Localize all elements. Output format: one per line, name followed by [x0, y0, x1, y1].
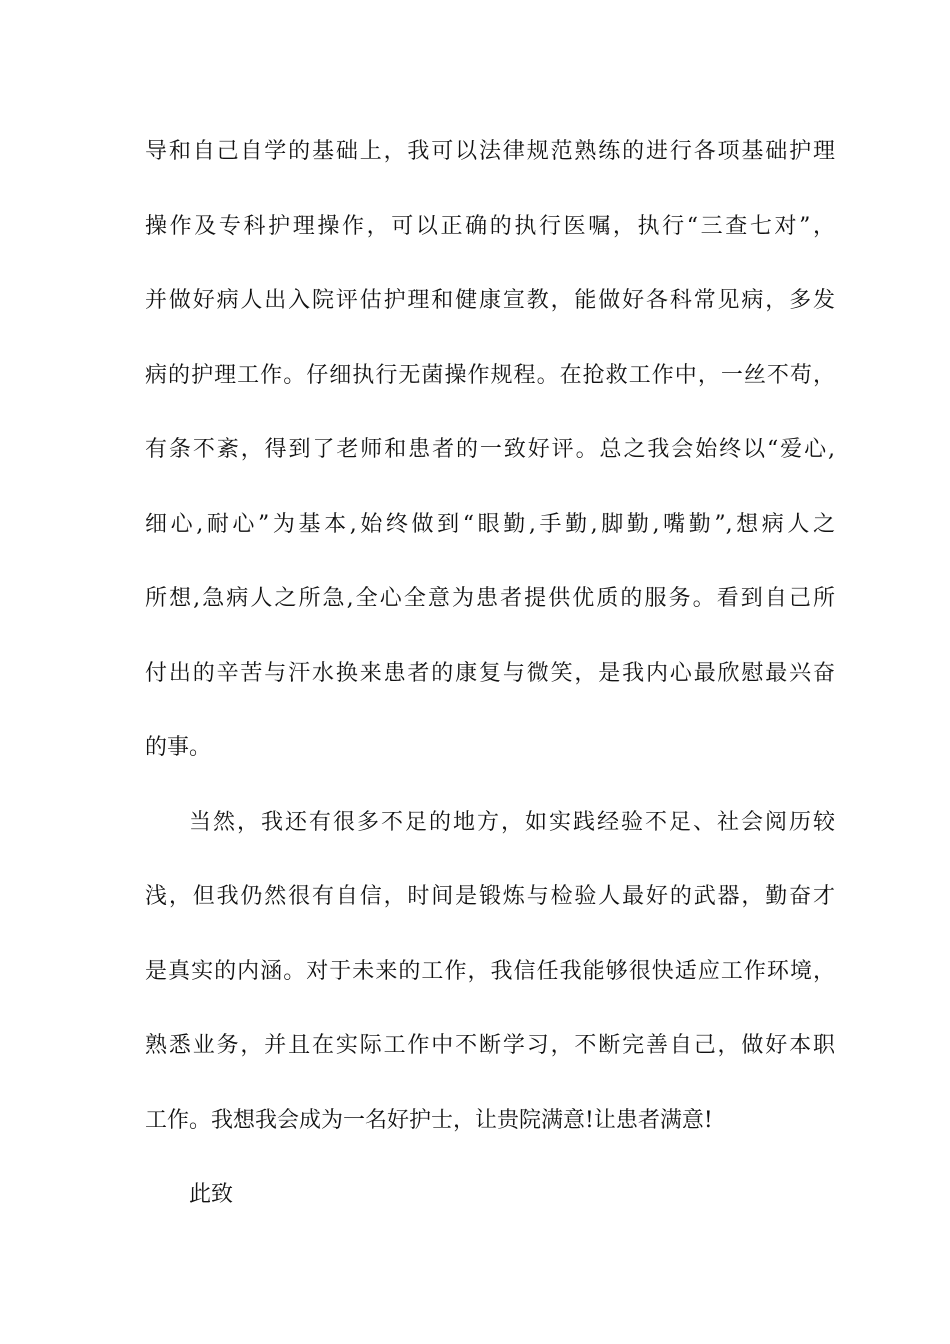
paragraph-line: 工作。我想我会成为一名好护士，让贵院满意!让患者满意! — [145, 1107, 713, 1133]
letter-body — [145, 133, 835, 1251]
closing-salutation: 此致 — [189, 1182, 234, 1207]
paragraph-line: 浅，但我仍然很有自信，时间是锻炼与检验人最好的武器，勤奋才 — [145, 884, 835, 909]
paragraph-line: 的事。 — [145, 735, 212, 760]
paragraph-line: 熟悉业务，并且在实际工作中不断学习，不断完善自己，做好本职 — [145, 1033, 835, 1058]
paragraph-line: 操作及专科护理操作，可以正确的执行医嘱，执行“三查七对”， — [145, 213, 835, 239]
paragraph-line: 导和自己自学的基础上，我可以法律规范熟练的进行各项基础护理 — [145, 139, 835, 164]
paragraph-line: 付出的辛苦与汗水换来患者的康复与微笑，是我内心最欣慰最兴奋 — [145, 660, 835, 686]
paragraph-line: 病的护理工作。仔细执行无菌操作规程。在抢救工作中，一丝不苟， — [145, 362, 835, 388]
paragraph-line: 是真实的内涵。对于未来的工作，我信任我能够很快适应工作环境， — [145, 958, 835, 984]
paragraph-line: 细心,耐心”为基本,始终做到“眼勤,手勤,脚勤,嘴勤”,想病人之 — [145, 511, 835, 537]
paragraph-line: 有条不紊，得到了老师和患者的一致好评。总之我会始终以“爱心, — [145, 437, 835, 462]
paragraph-line: 当然，我还有很多不足的地方，如实践经验不足、社会阅历较 — [189, 809, 835, 835]
paragraph-line: 并做好病人出入院评估护理和健康宣教，能做好各科常见病，多发 — [145, 288, 835, 313]
paragraph-line: 所想,急病人之所急,全心全意为患者提供优质的服务。看到自己所 — [145, 586, 835, 611]
